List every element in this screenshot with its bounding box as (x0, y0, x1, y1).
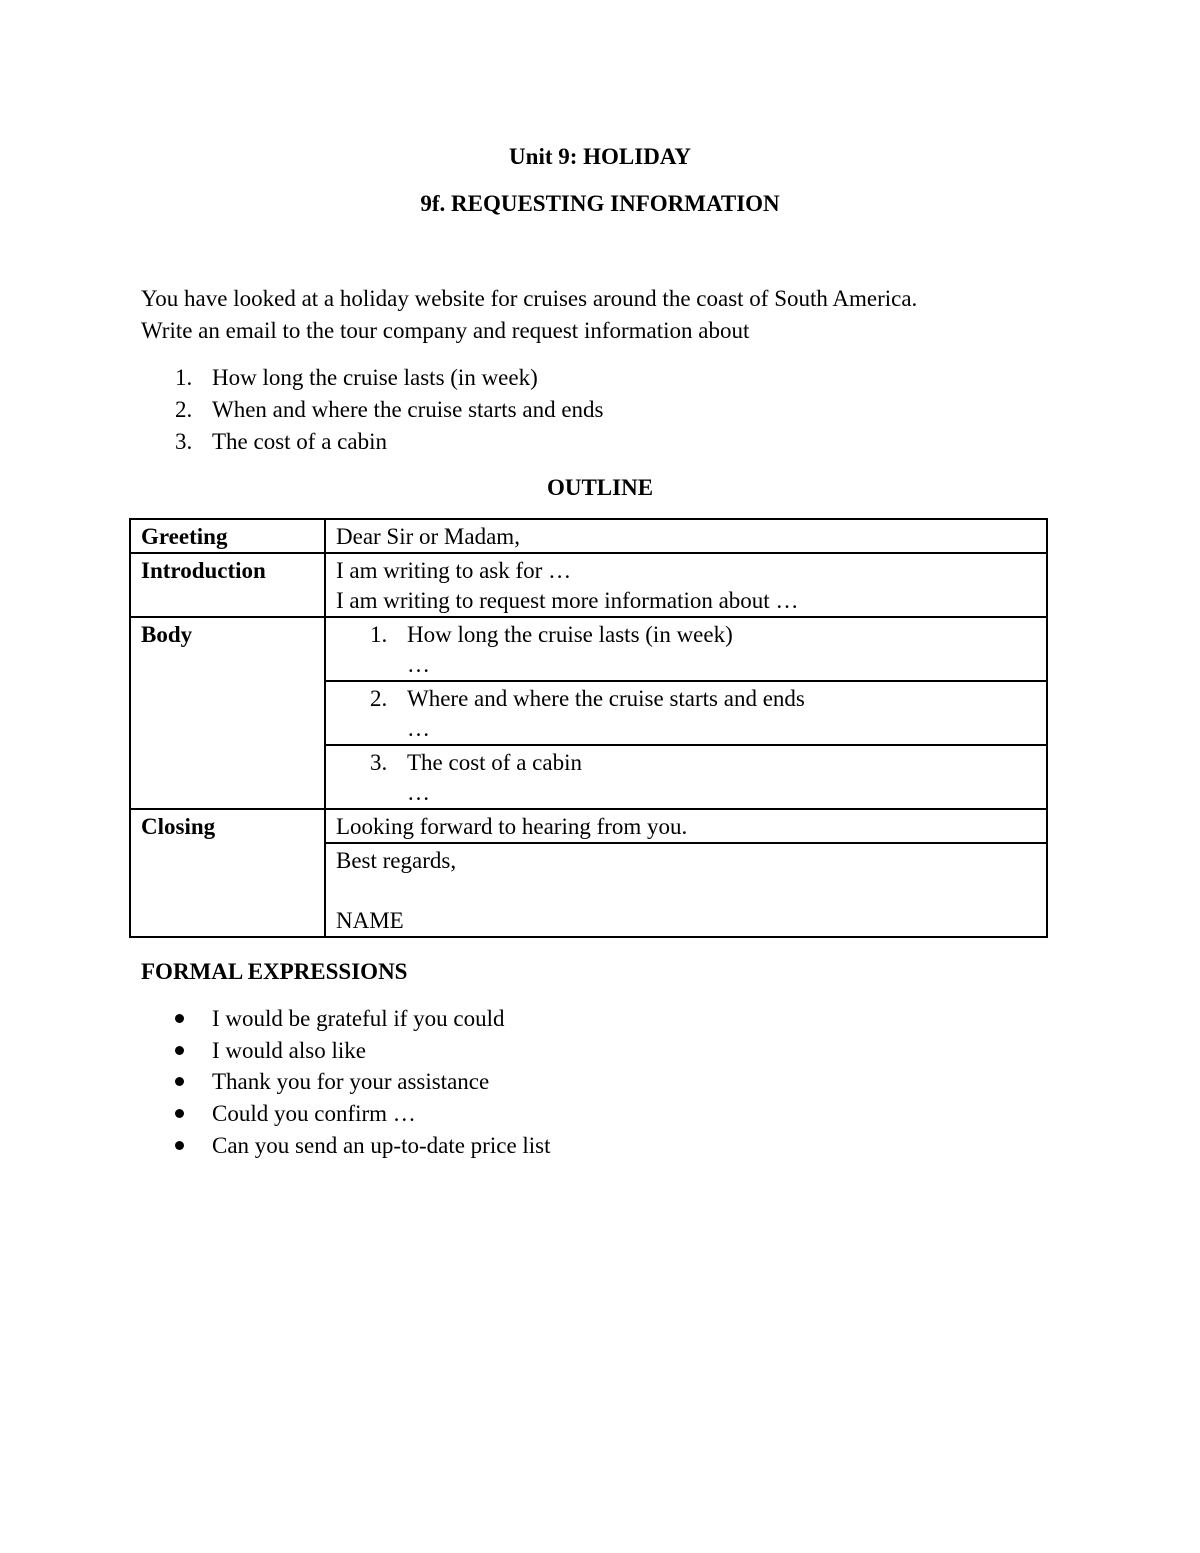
formal-expression: Could you confirm … (212, 1101, 416, 1127)
body-item-row (360, 714, 1036, 744)
closing-line: Looking forward to hearing from you. (325, 809, 1047, 843)
body-item (325, 617, 1047, 681)
task-item-text: The cost of a cabin (212, 429, 387, 454)
introduction-line: I am writing to request more information about … (336, 588, 799, 613)
body-item-placeholder: … (407, 780, 430, 805)
body-item-text: The cost of a cabin (407, 750, 582, 775)
lesson-title: 9f. REQUESTING INFORMATION (420, 191, 780, 216)
bullet-icon (175, 1014, 184, 1023)
bullet-icon (175, 1046, 184, 1055)
formal-expression: I would be grateful if you could (212, 1006, 505, 1031)
greeting-label: Greeting (130, 519, 325, 553)
closing-label: Closing (130, 809, 325, 937)
task-item-number: 1. (175, 365, 193, 390)
body-item-number: 3. (370, 750, 388, 775)
body-item (325, 745, 1047, 809)
body-item-row (360, 748, 1036, 778)
name-placeholder: NAME (336, 908, 404, 933)
body-item-placeholder: … (407, 652, 430, 677)
unit-title: Unit 9: HOLIDAY (509, 144, 691, 169)
table-row (130, 809, 1047, 843)
task-item-text: When and where the cruise starts and ends (212, 397, 604, 422)
bullet-icon (175, 1109, 184, 1118)
body-item (325, 681, 1047, 745)
body-item-number: 2. (370, 686, 388, 711)
table-row (130, 617, 1047, 681)
body-item-placeholder: … (407, 716, 430, 741)
greeting-text: Dear Sir or Madam, (325, 519, 1047, 553)
formal-expressions-heading: FORMAL EXPRESSIONS (141, 959, 408, 984)
introduction-label: Introduction (130, 553, 325, 617)
task-line-2: Write an email to the tour company and request information about (141, 318, 750, 343)
task-item-text: How long the cruise lasts (in week) (212, 365, 538, 390)
body-label: Body (130, 617, 325, 809)
body-item-row (360, 650, 1036, 680)
sign-off-cell (325, 843, 1047, 937)
formal-expression: Can you send an up-to-date price list (212, 1132, 551, 1158)
outline-heading: OUTLINE (546, 475, 654, 500)
body-item-row (360, 684, 1036, 714)
formal-expression: Thank you for your assistance (212, 1069, 490, 1095)
introduction-line: I am writing to ask for … (336, 558, 572, 583)
formal-expression: I would also like (212, 1037, 366, 1063)
body-item-number: 1. (370, 622, 388, 647)
sign-off: Best regards, (336, 848, 457, 873)
body-item-text: How long the cruise lasts (in week) (407, 622, 733, 647)
table-row (130, 553, 1047, 617)
bullet-icon (175, 1141, 184, 1150)
body-item-row (360, 778, 1036, 808)
task-item-number: 3. (175, 429, 193, 454)
blank-line (336, 876, 1036, 906)
outline-table (129, 518, 1048, 938)
introduction-cell (325, 553, 1047, 617)
body-item-text: Where and where the cruise starts and ends (407, 686, 805, 711)
task-line-1: You have looked at a holiday website for cruises around the coast of South America. (141, 286, 918, 311)
body-item-row (360, 620, 1036, 650)
table-row (130, 519, 1047, 553)
task-item-number: 2. (175, 397, 193, 422)
bullet-icon (175, 1077, 184, 1086)
